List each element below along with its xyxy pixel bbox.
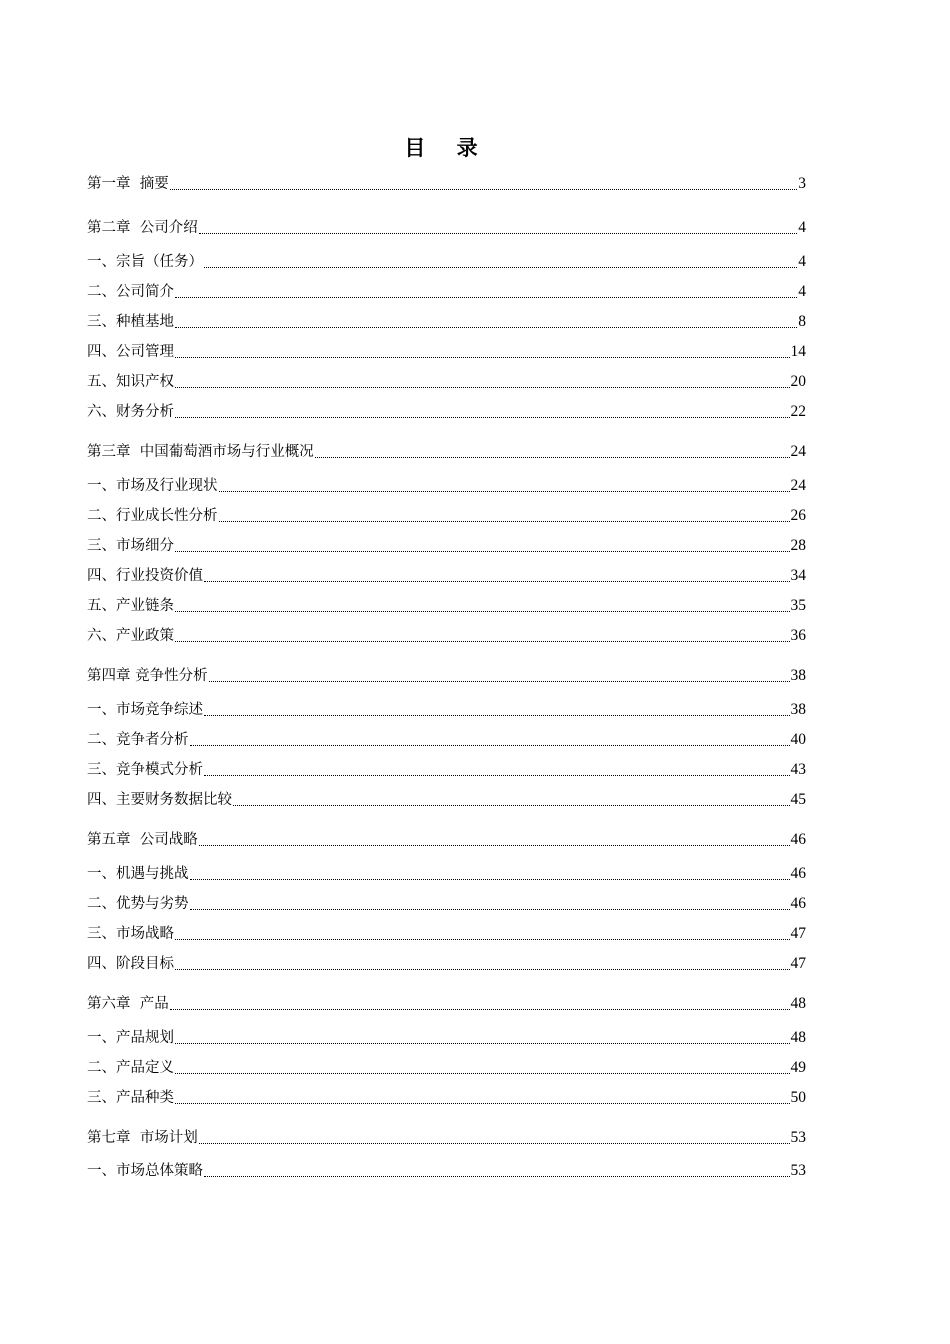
toc-dot-leader bbox=[175, 356, 790, 358]
toc-dot-leader bbox=[190, 908, 790, 910]
toc-entry-page: 4 bbox=[798, 253, 806, 270]
toc-entry-label: 二、竞争者分析 bbox=[87, 732, 189, 748]
toc-entry-page: 36 bbox=[790, 627, 806, 644]
toc-entry-page: 3 bbox=[798, 175, 806, 192]
toc-entry[interactable] bbox=[87, 250, 806, 272]
toc-entry[interactable] bbox=[87, 280, 806, 302]
toc-entry-label: 三、产品种类 bbox=[87, 1090, 174, 1106]
toc-entry-page: 50 bbox=[790, 1089, 806, 1106]
toc-entry[interactable] bbox=[87, 216, 806, 238]
toc-entry[interactable] bbox=[87, 172, 806, 194]
toc-entry[interactable] bbox=[87, 1056, 806, 1078]
toc-entry[interactable] bbox=[87, 624, 806, 646]
toc-entry-label: 四、阶段目标 bbox=[87, 956, 174, 972]
toc-entry-page: 46 bbox=[790, 895, 806, 912]
toc-dot-leader bbox=[175, 326, 797, 328]
toc-entry-label: 一、产品规划 bbox=[87, 1030, 174, 1046]
toc-entry-page: 43 bbox=[790, 761, 806, 778]
toc-entry-page: 8 bbox=[798, 313, 806, 330]
toc-entry-page: 46 bbox=[790, 831, 806, 848]
toc-entry-page: 34 bbox=[790, 567, 806, 584]
toc-dot-leader bbox=[175, 386, 790, 388]
toc-entry-label: 三、竞争模式分析 bbox=[87, 762, 203, 778]
toc-entry-label: 三、种植基地 bbox=[87, 314, 174, 330]
toc-entry[interactable] bbox=[87, 474, 806, 496]
toc-entry-page: 49 bbox=[790, 1059, 806, 1076]
toc-entry[interactable] bbox=[87, 594, 806, 616]
toc-entry-label: 第四章 竞争性分析 bbox=[87, 668, 208, 684]
toc-entry-label: 六、财务分析 bbox=[87, 404, 174, 420]
toc-entry[interactable] bbox=[87, 340, 806, 362]
toc-dot-leader bbox=[199, 844, 790, 846]
toc-entry-page: 4 bbox=[798, 219, 806, 236]
toc-entry-page: 24 bbox=[790, 443, 806, 460]
toc-entry[interactable] bbox=[87, 534, 806, 556]
toc-entry-page: 35 bbox=[790, 597, 806, 614]
toc-entry-label: 二、优势与劣势 bbox=[87, 896, 189, 912]
toc-entry-page: 4 bbox=[798, 283, 806, 300]
toc-dot-leader bbox=[209, 680, 790, 682]
toc-entry-page: 38 bbox=[790, 701, 806, 718]
toc-entry-page: 24 bbox=[790, 477, 806, 494]
toc-dot-leader bbox=[175, 1102, 790, 1104]
toc-entry-page: 48 bbox=[790, 995, 806, 1012]
toc-entry[interactable] bbox=[87, 440, 806, 462]
toc-dot-leader bbox=[204, 714, 790, 716]
toc-entry[interactable] bbox=[87, 400, 806, 422]
toc-dot-leader bbox=[175, 640, 790, 642]
toc-dot-leader bbox=[315, 456, 790, 458]
toc-dot-leader bbox=[199, 232, 798, 234]
toc-entry-label: 第七章 市场计划 bbox=[87, 1130, 198, 1146]
toc-dot-leader bbox=[219, 490, 790, 492]
toc-entry-label: 二、产品定义 bbox=[87, 1060, 174, 1076]
toc-entry-label: 一、市场竞争综述 bbox=[87, 702, 203, 718]
toc-dot-leader bbox=[190, 744, 790, 746]
toc-dot-leader bbox=[175, 1042, 790, 1044]
toc-title: 目 录 bbox=[404, 136, 490, 160]
toc-entry[interactable] bbox=[87, 564, 806, 586]
toc-dot-leader bbox=[204, 266, 797, 268]
toc-entry-label: 六、产业政策 bbox=[87, 628, 174, 644]
toc-entry-page: 53 bbox=[790, 1129, 806, 1146]
toc-entry-page: 48 bbox=[790, 1029, 806, 1046]
toc-dot-leader bbox=[175, 610, 790, 612]
toc-dot-leader bbox=[204, 580, 790, 582]
toc-entry-page: 22 bbox=[790, 403, 806, 420]
toc-entry-label: 一、市场总体策略 bbox=[87, 1163, 203, 1179]
toc-entry-label: 二、行业成长性分析 bbox=[87, 508, 218, 524]
toc-entry-label: 第二章 公司介绍 bbox=[87, 220, 198, 236]
toc-entry[interactable] bbox=[87, 1026, 806, 1048]
toc-entry[interactable] bbox=[87, 952, 806, 974]
toc-dot-leader bbox=[199, 1142, 790, 1144]
toc-entry-label: 四、主要财务数据比较 bbox=[87, 792, 232, 808]
toc-entry[interactable] bbox=[87, 758, 806, 780]
toc-entry[interactable] bbox=[87, 310, 806, 332]
toc-entry[interactable] bbox=[87, 728, 806, 750]
toc-dot-leader bbox=[219, 520, 790, 522]
toc-entry[interactable] bbox=[87, 1126, 806, 1148]
toc-entry-label: 一、机遇与挑战 bbox=[87, 866, 189, 882]
toc-dot-leader bbox=[175, 550, 790, 552]
toc-entry-label: 第一章 摘要 bbox=[87, 176, 169, 192]
toc-entry-label: 一、市场及行业现状 bbox=[87, 478, 218, 494]
toc-entry-label: 第三章 中国葡萄酒市场与行业概况 bbox=[87, 444, 314, 460]
toc-entry-label: 第六章 产品 bbox=[87, 996, 169, 1012]
toc-entry-label: 四、行业投资价值 bbox=[87, 568, 203, 584]
toc-entry-page: 20 bbox=[790, 373, 806, 390]
toc-entry-label: 四、公司管理 bbox=[87, 344, 174, 360]
toc-dot-leader bbox=[175, 296, 797, 298]
toc-entry-label: 第五章 公司战略 bbox=[87, 832, 198, 848]
toc-entry[interactable] bbox=[87, 892, 806, 914]
toc-entry-page: 26 bbox=[790, 507, 806, 524]
toc-entry-page: 47 bbox=[790, 925, 806, 942]
toc-dot-leader bbox=[233, 804, 790, 806]
toc-entry-page: 46 bbox=[790, 865, 806, 882]
toc-dot-leader bbox=[175, 416, 790, 418]
toc-entry[interactable] bbox=[87, 504, 806, 526]
toc-entry-label: 三、市场细分 bbox=[87, 538, 174, 554]
toc-entry[interactable] bbox=[87, 828, 806, 850]
toc-entry[interactable] bbox=[87, 992, 806, 1014]
toc-entry-page: 38 bbox=[790, 667, 806, 684]
toc-entry-label: 五、产业链条 bbox=[87, 598, 174, 614]
toc-dot-leader bbox=[170, 1008, 790, 1010]
toc-entry-page: 40 bbox=[790, 731, 806, 748]
toc-entry-page: 53 bbox=[790, 1162, 806, 1179]
toc-dot-leader bbox=[175, 938, 790, 940]
toc-entry[interactable] bbox=[87, 922, 806, 944]
toc-entry-label: 三、市场战略 bbox=[87, 926, 174, 942]
toc-entry-label: 二、公司简介 bbox=[87, 284, 174, 300]
toc-entry[interactable] bbox=[87, 664, 806, 686]
toc-dot-leader bbox=[170, 188, 798, 190]
toc-entry-page: 14 bbox=[790, 343, 806, 360]
toc-entry-label: 一、宗旨（任务） bbox=[87, 254, 203, 270]
toc-entry[interactable] bbox=[87, 698, 806, 720]
toc-entry[interactable] bbox=[87, 370, 806, 392]
toc-entry-label: 五、知识产权 bbox=[87, 374, 174, 390]
toc-entry-page: 45 bbox=[790, 791, 806, 808]
toc-dot-leader bbox=[204, 1175, 790, 1177]
toc-entry[interactable] bbox=[87, 1159, 806, 1181]
toc-entry[interactable] bbox=[87, 1086, 806, 1108]
toc-entry[interactable] bbox=[87, 788, 806, 810]
toc-dot-leader bbox=[204, 774, 790, 776]
toc-entry-page: 28 bbox=[790, 537, 806, 554]
toc-dot-leader bbox=[190, 878, 790, 880]
toc-entry[interactable] bbox=[87, 862, 806, 884]
toc-dot-leader bbox=[175, 1072, 790, 1074]
toc-entry-page: 47 bbox=[790, 955, 806, 972]
toc-dot-leader bbox=[175, 968, 790, 970]
